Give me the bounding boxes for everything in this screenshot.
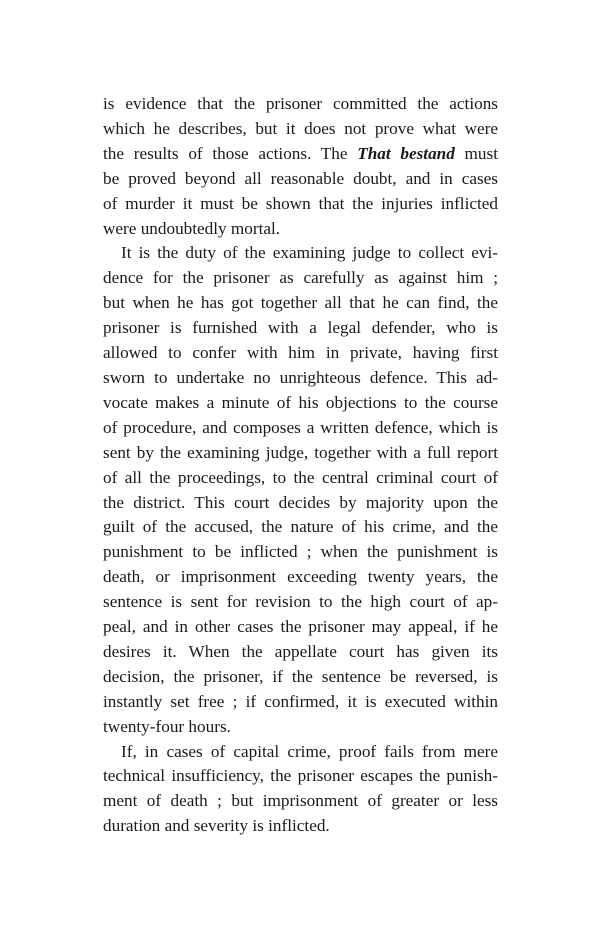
text-line: twenty-four hours.: [103, 716, 231, 736]
text-line: which he describes, but it does not prove what were: [103, 118, 498, 138]
text-line: but when he has got together all that he can find, the: [103, 293, 498, 313]
text-line: technical insufficiency, the prisoner escapes the punish-: [103, 766, 498, 786]
text-line: is evidence that the prisoner committed the actions: [103, 94, 498, 113]
text-line: allowed to confer with him in private, having first: [103, 343, 498, 363]
text-line: guilt of the accused, the nature of his crime, and the: [103, 517, 498, 537]
text-line: duration and severity is inflicted.: [103, 816, 330, 836]
text-line: vocate makes a minute of his objections to the course: [103, 392, 498, 412]
text-line: sworn to undertake no unrighteous defence. This ad-: [103, 367, 498, 387]
paragraph: [103, 92, 498, 241]
text-line: were undoubtedly mortal.: [103, 218, 281, 238]
emphasized-term: That bestand: [357, 143, 455, 163]
text-line: the results of those actions. The That bestand must: [103, 143, 498, 163]
text-line: instantly set free ; if confirmed, it is executed within: [103, 691, 498, 711]
text-line: prisoner is furnished with a legal defender, who is: [103, 318, 498, 338]
text-line: sentence is sent for revision to the high court of ap-: [103, 592, 498, 612]
page-text: [103, 92, 498, 839]
text-line: punishment to be inflicted ; when the punishment is: [103, 542, 498, 562]
text-line: of procedure, and composes a written defence, which is: [103, 417, 498, 437]
text-line: death, or imprisonment exceeding twenty years, the: [103, 567, 498, 587]
text-line: If, in cases of capital crime, proof fails from mere: [121, 741, 498, 761]
text-line: decision, the prisoner, if the sentence be reversed, is: [103, 666, 498, 686]
text-line: desires it. When the appellate court has given its: [103, 641, 498, 661]
paragraph: [103, 241, 498, 739]
text-line: ment of death ; but imprisonment of greater or less: [103, 791, 498, 811]
paragraph: [103, 740, 498, 840]
text-line: of murder it must be shown that the injuries inflicted: [103, 193, 498, 213]
text-line: be proved beyond all reasonable doubt, and in cases: [103, 168, 498, 188]
text-line: of all the proceedings, to the central criminal court of: [103, 467, 498, 487]
text-line: peal, and in other cases the prisoner may appeal, if he: [103, 617, 498, 637]
text-line: It is the duty of the examining judge to collect evi-: [121, 243, 498, 263]
text-line: dence for the prisoner as carefully as against him ;: [103, 268, 498, 288]
text-line: sent by the examining judge, together with a full report: [103, 442, 498, 462]
text-line: the district. This court decides by majority upon the: [103, 492, 498, 512]
